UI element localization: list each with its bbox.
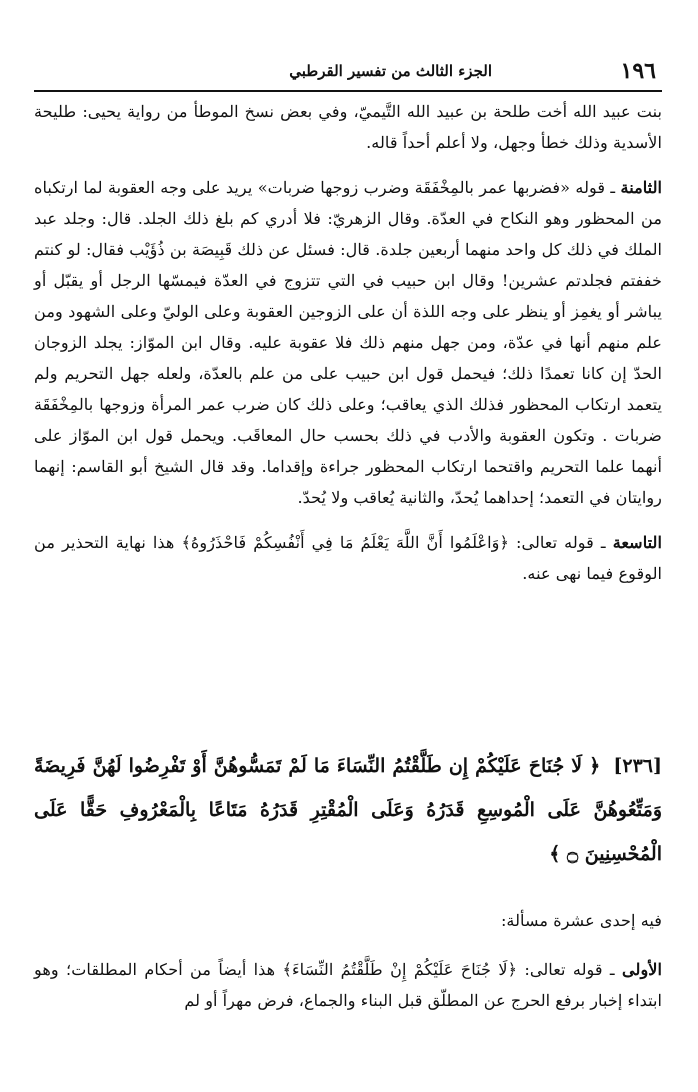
- running-title: الجزء الثالث من تفسير القرطبي: [289, 62, 492, 80]
- paragraph-text: بنت عبيد الله أخت طلحة بن عبيد الله التَّيميّ، وفي بعض نسخ الموطأ من رواية يحيى: طليحة الأسدية وذلك خطأ وجهل، ولا أعلم أحداً قاله.: [34, 102, 662, 152]
- issue-heading-first: الأولى: [622, 960, 662, 979]
- paragraph-text: ـ قوله «فضربها عمر بالمِخْفَقَة وضرب زوجها ضربات» يريد على وجه العقوبة لما ارتكباه من المحظور وهو النكاح في العدّة. وقال الزهريّ: فلا أدري كم بلغ ذلك الجلد. قال: وجلد عبد الملك في ذلك كل واحد منهما أربعين جلدة. قال: فسئل عن ذلك قَبِيصَة بن ذُؤَيْب فقال: لو كنتم خففتم فجلدتم عشرين! وقال ابن حبيب في التي تتزوج في العدّة فيمسّها الرجل أو يقبّل أو يباشر أو يغمِز أو ينظر على وجه اللذة أن على الزوجين العقوبة وعلى الوليّ وعلى الشهود ومن علم منهم أنها في عدّة، ومن جهل منهم ذلك فلا عقوبة عليه. وقال ابن الموّاز: يجلد الزوجان الحدّ إن كانا تعمدًا ذلك؛ فيحمل قول ابن حبيب على من علم بالعدّة، ولعله جهل التحريم ولم يتعمد ارتكاب المحظور فذلك الذي يعاقب؛ وعلى ذلك كان ضرب عمر المرأة وزوجها بالمِخْفَقَة ضربات . وتكون العقوبة والأدب في ذلك بحسب حال المعاقَب. ويحمل قول ابن الموّاز على أنهما علما التحريم واقتحما ارتكاب المحظور جراءة وإقداما. وقد قال الشيخ أبو القاسم: إنهما روايتان في التعمد؛ إحداهما يُحدّ، والثانية يُعاقب ولا يُحدّ.: [34, 178, 662, 507]
- paragraph-ninth: [34, 527, 662, 589]
- paragraph-text: ـ قوله تعالى: ﴿وَاعْلَمُوا أَنَّ اللَّهَ يَعْلَمُ مَا فِي أَنْفُسِكُمْ فَاحْذَرُوهُ﴾ هذا نهاية التحذير من الوقوع فيما نهى عنه.: [34, 533, 662, 583]
- commentary-start: [34, 905, 662, 1016]
- issue-heading-eighth: الثامنة: [620, 178, 662, 197]
- paragraph-eighth: [34, 172, 662, 513]
- paragraph-text: ـ قوله تعالى: ﴿لَا جُنَاحَ عَلَيْكُمْ إِنْ طَلَّقْتُمُ النِّسَاءَ﴾ هذا أيضاً من أحكام المطلقات؛ وهو ابتداء إخبار برفع الحرج عن المطلّق قبل البناء والجماع، فرض مهراً أو لم: [34, 960, 662, 1010]
- page-number: ١٩٦: [620, 58, 656, 84]
- header-rule: [34, 90, 662, 92]
- main-text: [34, 96, 662, 589]
- verse-number: [٢٣٦]: [613, 755, 662, 777]
- paragraph-first: [34, 954, 662, 1016]
- quran-verse-text: ﴿ لَا جُنَاحَ عَلَيْكُمْ إِن طَلَّقْتُمُ النِّسَاءَ مَا لَمْ تَمَسُّوهُنَّ أَوْ تَفْرِضُوا لَهُنَّ فَرِيضَةً وَمَتِّعُوهُنَّ عَلَى الْمُوسِعِ قَدَرُهُ وَعَلَى الْمُقْتِرِ قَدَرُهُ مَتَاعًا بِالْمَعْرُوفِ حَقًّا عَلَى الْمُحْسِنِينَ ۝ ﴾: [34, 755, 662, 865]
- paragraph-continuation: [34, 96, 662, 158]
- issues-intro: فيه إحدى عشرة مسألة:: [500, 911, 662, 930]
- page-header: [34, 52, 662, 92]
- issue-heading-ninth: التاسعة: [612, 533, 662, 552]
- quran-verse-block: [34, 744, 662, 876]
